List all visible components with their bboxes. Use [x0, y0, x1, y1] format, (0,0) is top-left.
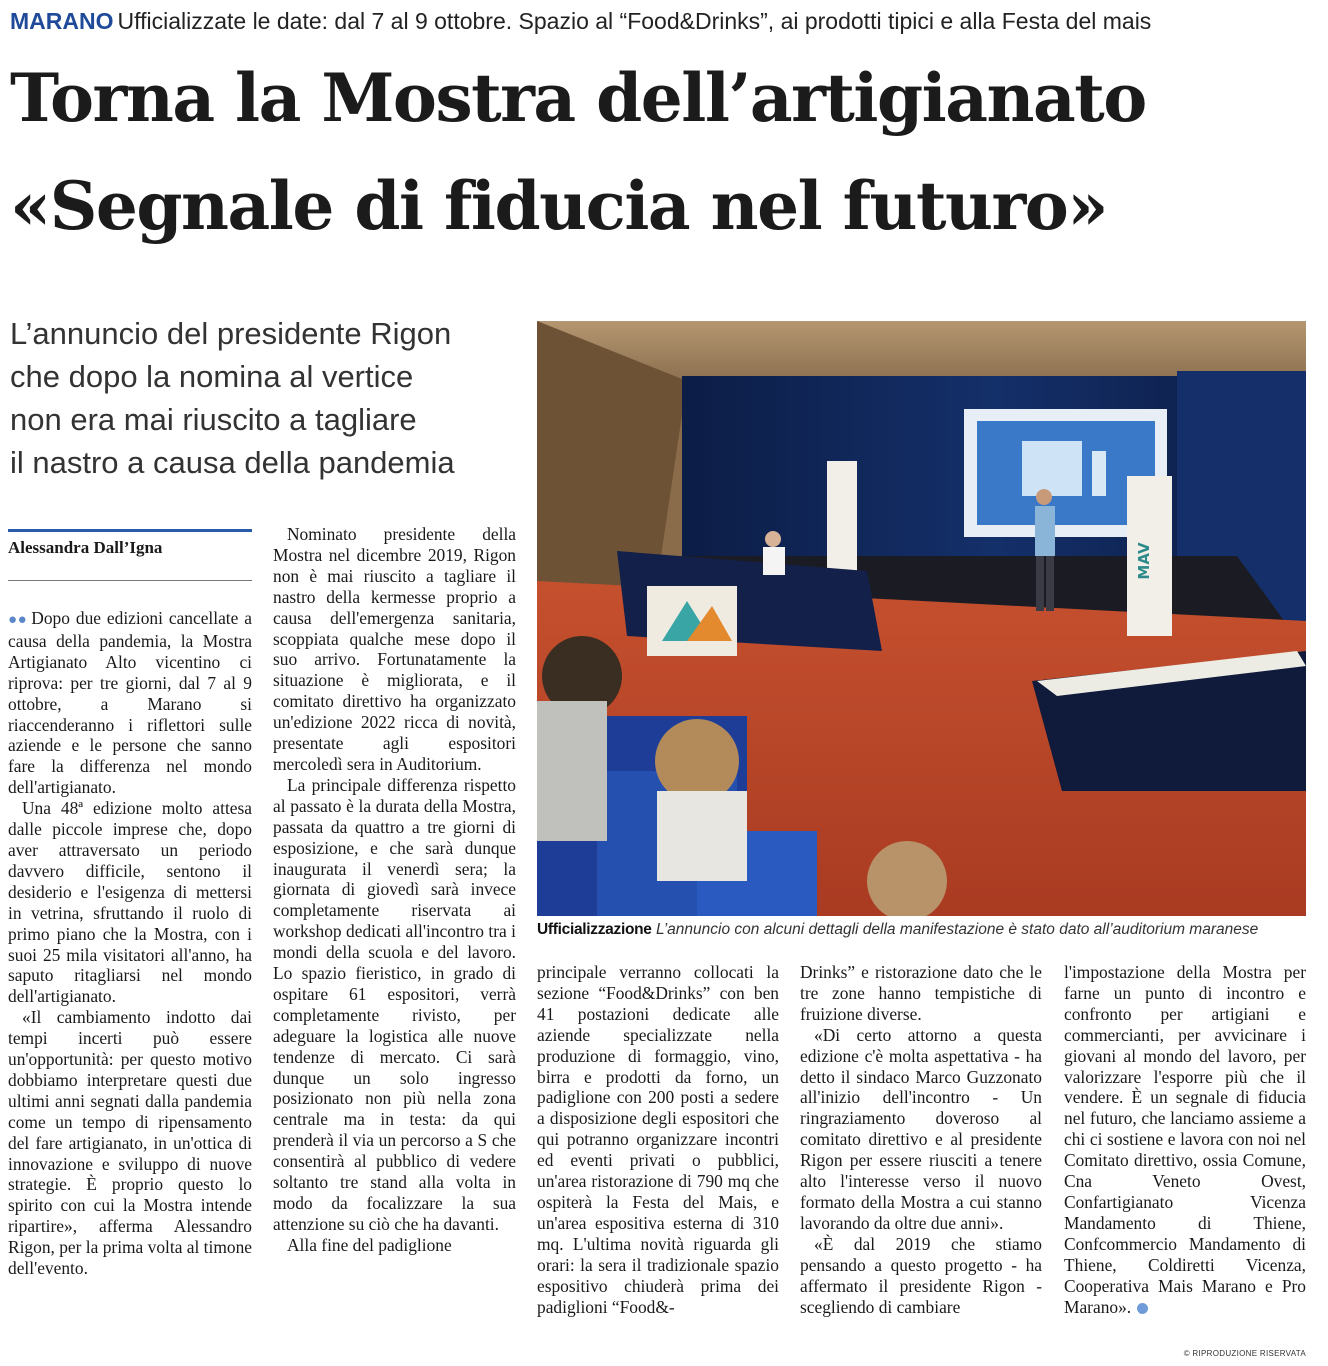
article-paragraph: «Il cambiamento indotto dai tempi incerti può essere un'opportunità: per questo motivo dobbiamo interpretare questi due ultimi anni segnati dalla pandemia come un tempo di ripensamento del fare artigianato, in un'ottica di innovazione e sviluppo di nuove strategie. È proprio questo lo spirito con cui la Mostra intende ripartire», afferma Alessandro Rigon, per la prima volta al timone dell'evento.	[8, 1007, 252, 1279]
subheadline: L’annuncio del presidente Rigon che dopo la nomina al vertice non era mai riuscito a tagliare il nastro a causa della pandemia	[10, 316, 455, 480]
caption-text: L’annuncio con alcuni dettagli della manifestazione è stato dato all’auditorium maranese	[655, 921, 1259, 938]
article-paragraph: principale verranno collocati la sezione “Food&Drinks” con ben 41 postazioni dedicate alle aziende specializzate nella produzione di formaggio, vino, birra e prodotti da forno, un padiglione con 200 posti a sedere a disposizione degli espositori che qui potranno organizzare incontri ed eventi privati o pubblici, un'area ristorazione di 790 mq che ospiterà la Festa del Mais, e un'area espositiva esterna di 310 mq. L'ultima novità riguarda gli orari: la sera il tradizionale spazio espositivo chiuderà prima dei padiglioni “Food&-	[537, 962, 779, 1317]
article-paragraph: ●● Dopo due edizioni cancellate a causa della pandemia, la Mostra Artigianato Alto vicentino ci riprova: per tre giorni, dal 7 al 9 ottobre, a Marano si riaccenderanno i riflettori sulle aziende e le persone che sanno fare la differenza nel mondo dell'artigianato.	[8, 608, 253, 798]
article-column-3	[537, 962, 779, 1317]
article-paragraph: «Di certo attorno a questa edizione c'è molta aspettativa - ha detto il sindaco Marco Guzzonato all'inizio dell'incontro - Un ringraziamento doveroso al comitato direttivo e al presidente Rigon per essere riusciti a tenere alto l'interesse verso il nuovo formato della Mostra a cui stanno lavorando da oltre due anni».	[800, 1024, 1042, 1233]
article-column-5	[1064, 962, 1306, 1317]
kicker-location-tag: MARANO	[10, 8, 114, 34]
headline-line-1: Torna la Mostra dell’artigianato	[10, 59, 1146, 137]
auditorium-photo-illustration	[537, 321, 1306, 916]
article-paragraph: l'impostazione della Mostra per farne un punto di incontro e confronto per artigiani e commercianti, per avvicinare i giovani al mondo del lavoro, per valorizzare l'esporre più che il vendere. È un segnale di fiducia nel futuro, che lanciamo assieme a chi ci sostiene e lavora con noi nel Comitato direttivo, ossia Comune, Cna Veneto Ovest, Confartigianato Vicenza Mandamento di Thiene, Confcommercio Mandamento di Thiene, Coldiretti Vicenza, Cooperativa Mais Marano e Pro Marano».	[1064, 962, 1306, 1317]
article-paragraph: «È dal 2019 che stiamo pensando a questo progetto - ha affermato il presidente Rigon - scegliendo di cambiare	[800, 1233, 1042, 1317]
end-of-article-dot-icon	[1137, 1303, 1148, 1314]
copyright-notice: © RIPRODUZIONE RISERVATA	[1183, 1349, 1306, 1358]
byline-rule	[8, 529, 252, 532]
article-paragraph: La principale differenza rispetto al passato è la durata della Mostra, passata da quattro a tre giorni di esposizione, e che sarà dunque inaugurata il venerdì sera; la giornata di giovedì sarà invece completamente riservata ai workshop dedicati all'incontro tra i mondi della scuola e del lavoro. Lo spazio fieristico, in grado di ospitare 61 espositori, verrà completamente rivisto, per adeguare la logistica alle nuove tendenze di mercato. Ci sarà dunque un solo ingresso posizionato non più nella zona centrale ma in testa: da qui prenderà il via un percorso a S che consentirà al pubblico di vedere soltanto tre stand alla volta in modo da focalizzare la sua attenzione su ciò che ha davanti.	[273, 774, 516, 1234]
article-column-4	[800, 962, 1042, 1317]
article-column-1	[8, 608, 252, 1279]
caption-label: Ufficializzazione	[537, 921, 652, 938]
byline: Alessandra Dall’Igna	[8, 538, 163, 557]
banner-logo-text: MAV	[1135, 542, 1153, 580]
kicker-text: Ufficializzate le date: dal 7 al 9 ottobre. Spazio al “Food&Drinks”, ai prodotti tipici e alla Festa del mais	[117, 8, 1152, 34]
article-column-2	[273, 524, 516, 1256]
article-paragraph: Alla fine del padiglione	[287, 1234, 452, 1255]
byline-divider	[8, 580, 252, 581]
headline-line-2: «Segnale di fiducia nel futuro»	[10, 167, 1108, 245]
article-paragraph: Una 48ª edizione molto attesa dalle piccole imprese che, dopo aver attraversato un periodo davvero difficile, sentono il desiderio e l'esigenza di mettersi in vetrina, sfruttando il ruolo di primo piano che la Mostra, con i suoi 25 mila visitatori all'anno, ha saputo ritagliarsi nel mondo dell'artigianato.	[8, 798, 252, 1007]
auditorium-photo	[537, 321, 1306, 916]
photo-caption	[537, 921, 1306, 939]
lead-dots-icon: ●●	[8, 612, 28, 628]
article-paragraph: Drinks” e ristorazione dato che le tre zone hanno tempistiche di fruizione diverse.	[800, 962, 1042, 1024]
kicker	[10, 6, 1320, 36]
article-paragraph: Nominato presidente della Mostra nel dicembre 2019, Rigon non è mai riuscito a tagliare il nastro della kermesse proprio a causa dell'emergenza sanitaria, scoppiata qualche mese dopo il suo arrivo. Fortunatamente la situazione è migliorata, e il comitato direttivo ha organizzato un'edizione 2022 ricca di novità, presentate agli espositori mercoledì sera in Auditorium.	[273, 524, 516, 774]
